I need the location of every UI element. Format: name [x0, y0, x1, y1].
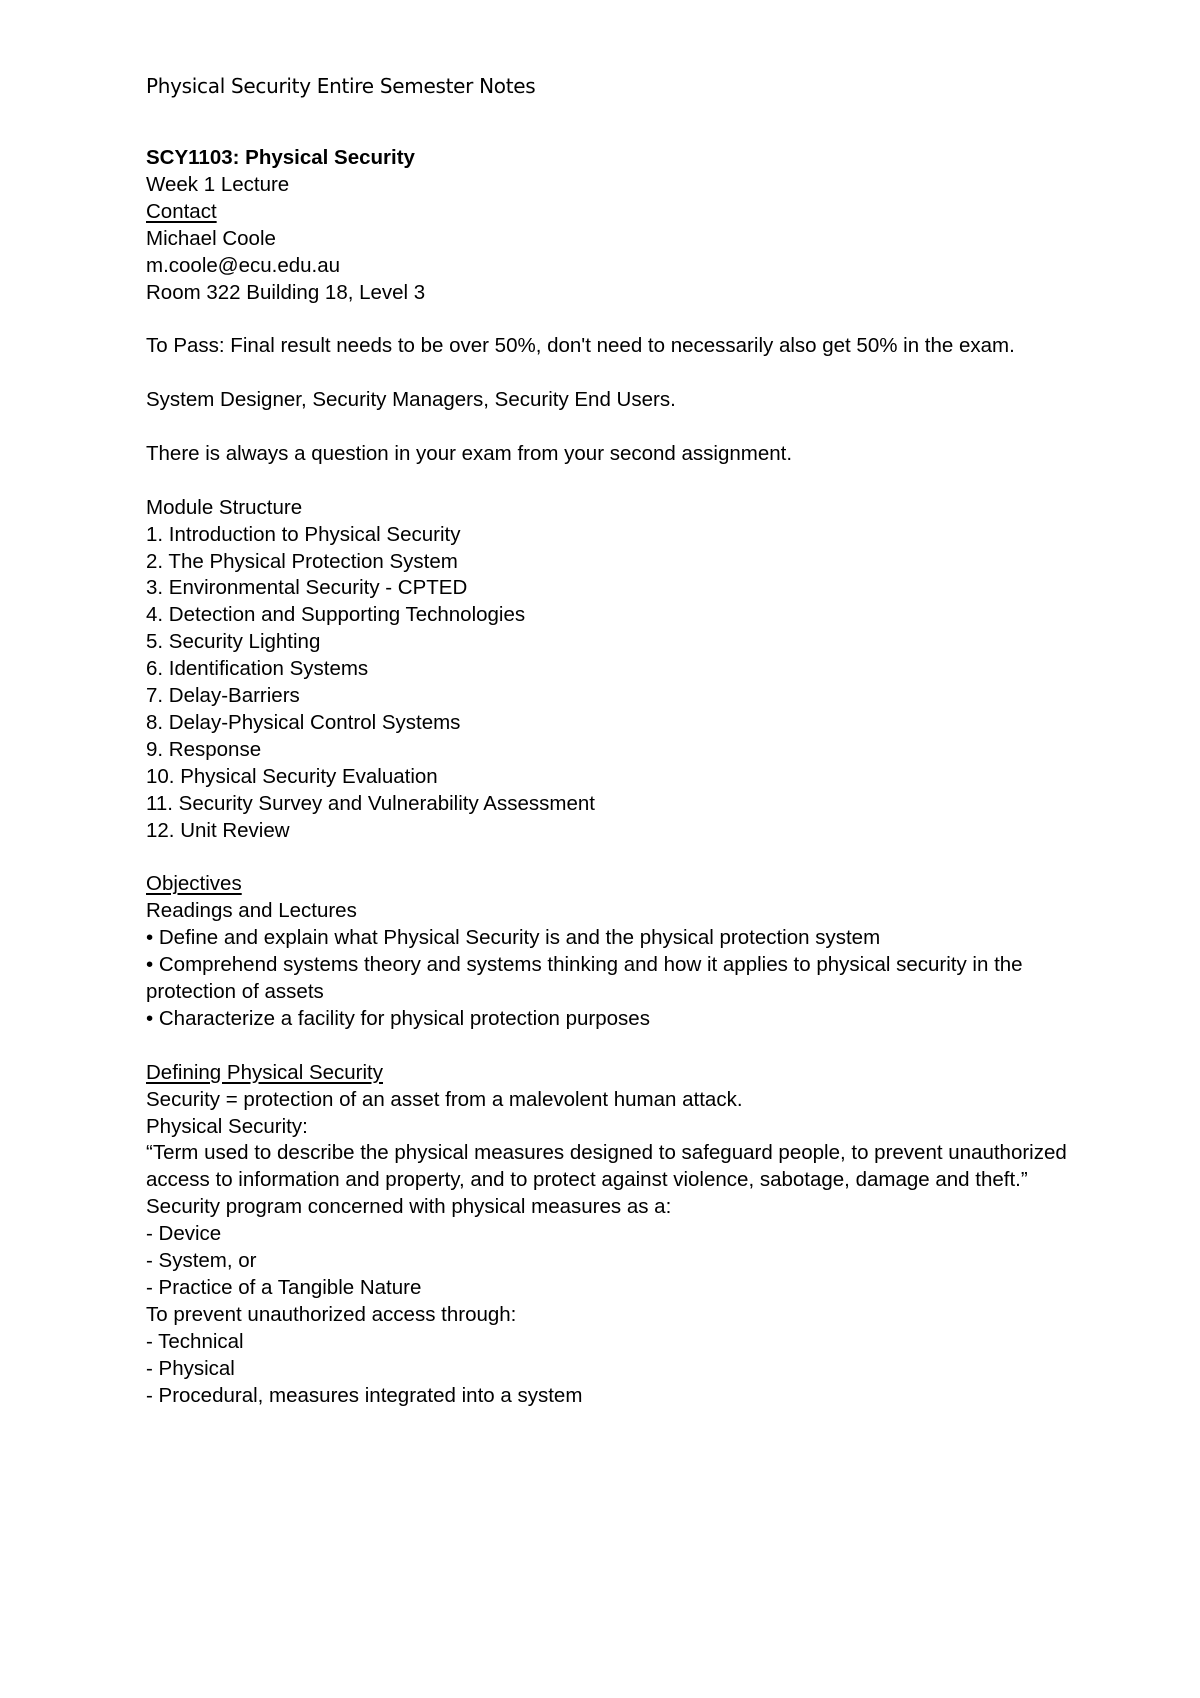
list-item: 5. Security Lighting — [146, 630, 321, 654]
contact-name: Michael Coole — [146, 226, 276, 250]
list-item: 4. Detection and Supporting Technologies — [146, 603, 526, 627]
list-item: - Physical — [146, 1356, 235, 1380]
roles-paragraph: System Designer, Security Managers, Security End Users. — [146, 388, 676, 412]
objectives-list — [146, 925, 1076, 1033]
list-item: 9. Response — [146, 737, 262, 761]
physical-security-quote: “Term used to describe the physical measures designed to safeguard people, to prevent unauthorized access to information and property, and to protect against violence, sabotage, damage and theft.” — [146, 1141, 1067, 1192]
list-item: • Define and explain what Physical Security is and the physical protection system — [146, 926, 881, 950]
exam-note-paragraph: There is always a question in your exam from your second assignment. — [146, 441, 793, 465]
physical-security-label: Physical Security: — [146, 1114, 308, 1138]
list-item: 7. Delay-Barriers — [146, 684, 300, 708]
document-body — [146, 145, 1076, 1410]
list-item: 12. Unit Review — [146, 818, 290, 842]
list-item: - System, or — [146, 1249, 257, 1273]
list-item: - Device — [146, 1222, 222, 1246]
list-item: 8. Delay-Physical Control Systems — [146, 710, 461, 734]
contact-heading: Contact — [146, 199, 217, 223]
contact-email: m.coole@ecu.edu.au — [146, 253, 341, 277]
list-item: • Comprehend systems theory and systems thinking and how it applies to physical security in the protection of assets — [146, 953, 1023, 1004]
program-list — [146, 1221, 1076, 1302]
list-item: - Practice of a Tangible Nature — [146, 1275, 422, 1299]
list-item: • Characterize a facility for physical protection purposes — [146, 1006, 650, 1030]
prevent-intro: To prevent unauthorized access through: — [146, 1302, 517, 1326]
objectives-heading: Objectives — [146, 872, 242, 896]
program-intro: Security program concerned with physical measures as a: — [146, 1195, 672, 1219]
prevent-list — [146, 1329, 1076, 1410]
module-structure-heading: Module Structure — [146, 495, 303, 519]
objectives-subheading: Readings and Lectures — [146, 899, 357, 923]
list-item: 6. Identification Systems — [146, 657, 369, 681]
module-structure-list — [146, 522, 1076, 845]
list-item: 3. Environmental Security - CPTED — [146, 576, 468, 600]
list-item: - Technical — [146, 1329, 244, 1353]
list-item: 2. The Physical Protection System — [146, 549, 458, 573]
week-label: Week 1 Lecture — [146, 172, 290, 196]
security-definition: Security = protection of an asset from a malevolent human attack. — [146, 1087, 743, 1111]
list-item: 11. Security Survey and Vulnerability Assessment — [146, 791, 595, 815]
document-header: Physical Security Entire Semester Notes — [146, 74, 536, 98]
unit-title: SCY1103: Physical Security — [146, 146, 415, 169]
defining-heading: Defining Physical Security — [146, 1060, 383, 1084]
list-item: 10. Physical Security Evaluation — [146, 764, 438, 788]
list-item: 1. Introduction to Physical Security — [146, 522, 461, 546]
to-pass-paragraph: To Pass: Final result needs to be over 50%, don't need to necessarily also get 50% in the exam. — [146, 334, 1015, 358]
list-item: - Procedural, measures integrated into a system — [146, 1383, 583, 1407]
contact-room: Room 322 Building 18, Level 3 — [146, 280, 426, 304]
